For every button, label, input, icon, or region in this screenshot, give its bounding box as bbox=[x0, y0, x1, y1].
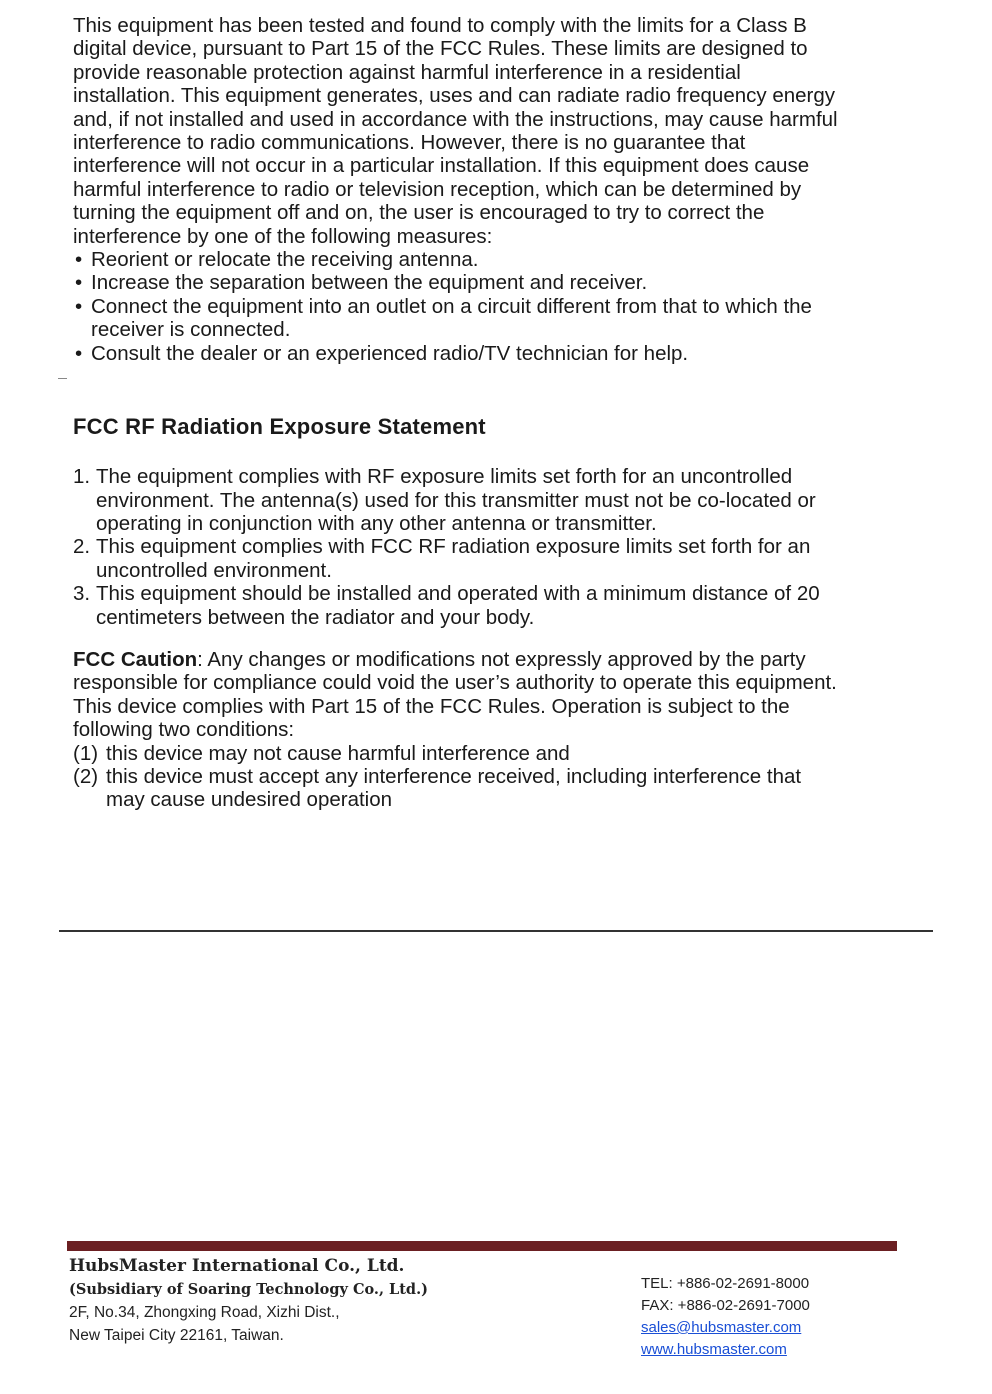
rf-exposure-list bbox=[73, 465, 843, 629]
fcc-statement bbox=[73, 14, 843, 812]
list-item: • Connect the equipment into an outlet on a circuit different from that to which the receiver is connected. bbox=[73, 295, 843, 342]
list-item bbox=[73, 582, 843, 629]
list-item bbox=[73, 465, 843, 535]
condition-text: this device may not cause harmful interference and bbox=[106, 741, 570, 765]
company-block bbox=[69, 1255, 428, 1347]
caution-label: FCC Caution bbox=[73, 647, 198, 671]
phone-number: TEL: +886-02-2691-8000 bbox=[641, 1275, 810, 1292]
condition-number: (1) bbox=[73, 741, 99, 765]
part15-paragraph: This device complies with Part 15 of the FCC Rules. Operation is subject to the following two conditions: bbox=[73, 694, 790, 742]
address-line-2: New Taipei City 22161, Taiwan. bbox=[69, 1327, 284, 1344]
company-name: HubsMaster International Co., Ltd. bbox=[69, 1256, 405, 1276]
list-item: • Consult the dealer or an experienced radio/TV technician for help. bbox=[73, 342, 843, 365]
footer-bar bbox=[67, 1241, 897, 1251]
rf-exposure-heading: FCC RF Radiation Exposure Statement bbox=[73, 414, 486, 440]
measures-list bbox=[73, 248, 843, 365]
item-number: 3. bbox=[73, 582, 91, 606]
intro-paragraph: This equipment has been tested and found to comply with the limits for a Class B digital device, pursuant to Part 15 of the FCC Rules. These limits are designed to provide reasonable protection against harmful interference in a residential installation. This equipment generates, uses and can radiate radio frequency energy and, if not installed and used in accordance with the instructions, may cause harmful interference to radio communications. However, there is no guarantee that interference will not occur in a particular installation. If this equipment does cause harmful interference to radio or television reception, which can be determined by turning the equipment off and on, the user is encouraged to try to correct the interference by one of the following measures: bbox=[73, 14, 838, 248]
section-divider bbox=[59, 930, 933, 932]
item-text: The equipment complies with RF exposure limits set forth for an uncontrolled environment. The antenna(s) used for this transmitter must not be co-located or operating in conjunction with any other antenna or transmitter. bbox=[96, 465, 816, 535]
company-subsidiary: (Subsidiary of Soaring Technology Co., Ltd.) bbox=[69, 1281, 428, 1298]
address-line-1: 2F, No.34, Zhongxing Road, Xizhi Dist., bbox=[69, 1304, 340, 1321]
list-item: • Reorient or relocate the receiving antenna. bbox=[73, 248, 843, 271]
item-text: This equipment should be installed and operated with a minimum distance of 20 centimeters between the radiator and your body. bbox=[96, 582, 820, 629]
fcc-caution bbox=[73, 648, 843, 695]
item-number: 1. bbox=[73, 465, 91, 489]
contact-block bbox=[641, 1273, 810, 1361]
condition-item bbox=[73, 742, 843, 765]
list-item bbox=[73, 535, 843, 582]
caution-text: : Any changes or modifications not expressly approved by the party responsible for compliance could void the user’s authority to operate this equipment. bbox=[73, 647, 837, 695]
condition-text: this device must accept any interference received, including interference that may cause undesired operation bbox=[106, 764, 802, 812]
condition-item bbox=[73, 765, 843, 812]
item-text: This equipment complies with FCC RF radiation exposure limits set forth for an uncontrolled environment. bbox=[96, 535, 811, 582]
condition-number: (2) bbox=[73, 764, 99, 788]
item-number: 2. bbox=[73, 535, 91, 559]
fax-number: FAX: +886-02-2691-7000 bbox=[641, 1297, 810, 1314]
list-item: • Increase the separation between the equipment and receiver. bbox=[73, 271, 843, 294]
email-link[interactable]: sales@hubsmaster.com bbox=[641, 1319, 802, 1336]
scan-mark bbox=[58, 378, 67, 379]
website-link[interactable]: www.hubsmaster.com bbox=[641, 1341, 787, 1358]
